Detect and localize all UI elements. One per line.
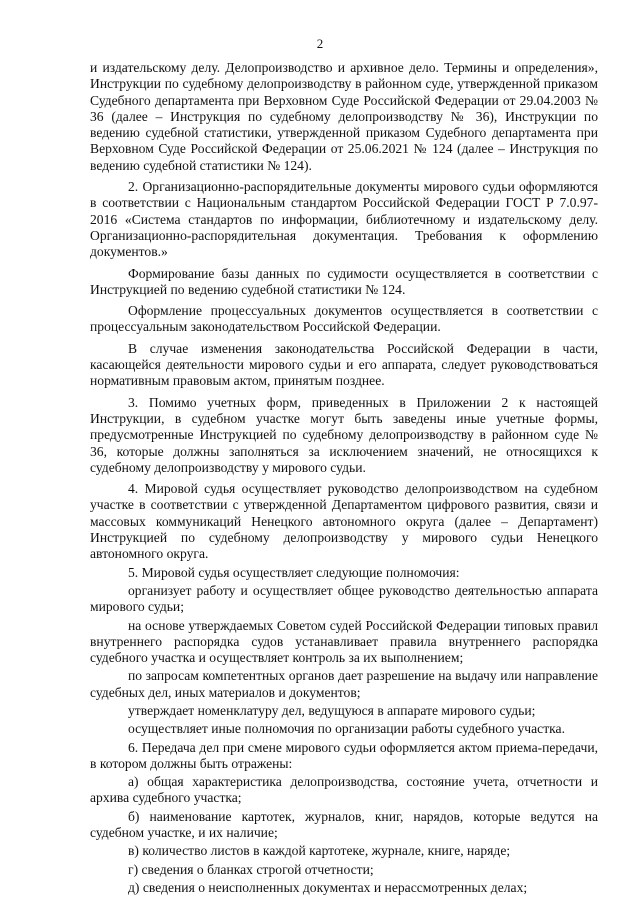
paragraph-database: Формирование базы данных по судимости осуществляется в соответствии с Инструкцией по ведению судебной статистики № 124. — [90, 265, 598, 297]
list-item-powers-4: утверждает номенклатуру дел, ведущуюся в аппарате мирового судьи; — [128, 702, 536, 718]
document-body — [90, 60, 598, 896]
list-item-powers-2: на основе утверждаемых Советом судей Российской Федерации типовых правил внутреннего распорядка судов устанавливает правила внутреннего распорядка судебного участка и осуществляет контроль за их выполнением; — [90, 617, 598, 666]
list-item-b: б) наименование картотек, журналов, книг, нарядов, которые ведутся на судебном участке, и их наличие; — [90, 808, 598, 841]
list-item-g: г) сведения о бланках строгой отчетности; — [128, 861, 374, 877]
list-item-a: а) общая характеристика делопроизводства, состояние учета, отчетности и архива судебного участка; — [90, 774, 598, 806]
paragraph-item-4: 4. Мировой судья осуществляет руководство делопроизводством на судебном участке в соответствии с утвержденной Департаментом цифрового развития, связи и массовых коммуникаций Ненецкого автономного округа (далее – Департамент) Инструкцией по судебному делопроизводству у мирового судьи Ненецкого автономного округа. — [90, 481, 598, 562]
paragraph-procedural-docs: Оформление процессуальных документов осуществляется в соответствии с процессуальным законодательством Российской Федерации. — [90, 303, 598, 335]
paragraph-item-5: 5. Мировой судья осуществляет следующие полномочия: — [128, 564, 460, 580]
list-item-d: д) сведения о неисполненных документах и нерассмотренных делах; — [128, 879, 528, 895]
paragraph-item-2: 2. Организационно-распорядительные документы мирового судьи оформляются в соответствии с Национальным стандартом Российской Федерации ГОСТ Р 7.0.97-2016 «Система стандартов по информации, библиотечному и издательскому делу. Организационно-распорядительная документация. Требования к оформлению документов.» — [90, 179, 598, 260]
list-item-v: в) количество листов в каждой картотеке, журнале, книге, наряде; — [128, 843, 511, 859]
paragraph-item-3: 3. Помимо учетных форм, приведенных в Приложении 2 к настоящей Инструкции, в судебном участке могут быть заведены иные учетные формы, предусмотренные Инструкцией по судебному делопроизводству в районном суде № 36, которые должны заполняться за исключением значений, не относящихся к судебному делопроизводству у мирового судьи. — [90, 394, 598, 475]
paragraph-legislation-change: В случае изменения законодательства Российской Федерации в части, касающейся деятельности мирового судьи и его аппарата, следует руководствоваться нормативным правовым актом, принятым позднее. — [90, 340, 598, 389]
list-item-powers-1: организует работу и осуществляет общее руководство деятельностью аппарата мирового судьи; — [90, 582, 598, 615]
page-number: 2 — [316, 36, 324, 51]
list-item-powers-3: по запросам компетентных органов дает разрешение на выдачу или направление судебных дел, иных материалов и документов; — [90, 668, 598, 700]
list-item-powers-5: осуществляет иные полномочия по организации работы судебного участка. — [128, 721, 565, 737]
paragraph-item-6: 6. Передача дел при смене мирового судьи оформляется актом приема-передачи, в котором должны быть отражены: — [90, 739, 598, 771]
paragraph-continuation: и издательскому делу. Делопроизводство и архивное дело. Термины и определения», Инструкции по судебному делопроизводству в районном суде, утвержденной приказом Судебного департамента при Верховном Суде Российской Федерации от 29.04.2003 № 36 (далее – Инструкция по судебному делопроизводству № 36), Инструкции по ведению судебной статистики, утвержденной приказом Судебного департамента при Верховном Суде Российской Федерации от 25.06.2021 № 124 (далее – Инструкция по ведению судебной статистики № 124). — [90, 60, 598, 173]
